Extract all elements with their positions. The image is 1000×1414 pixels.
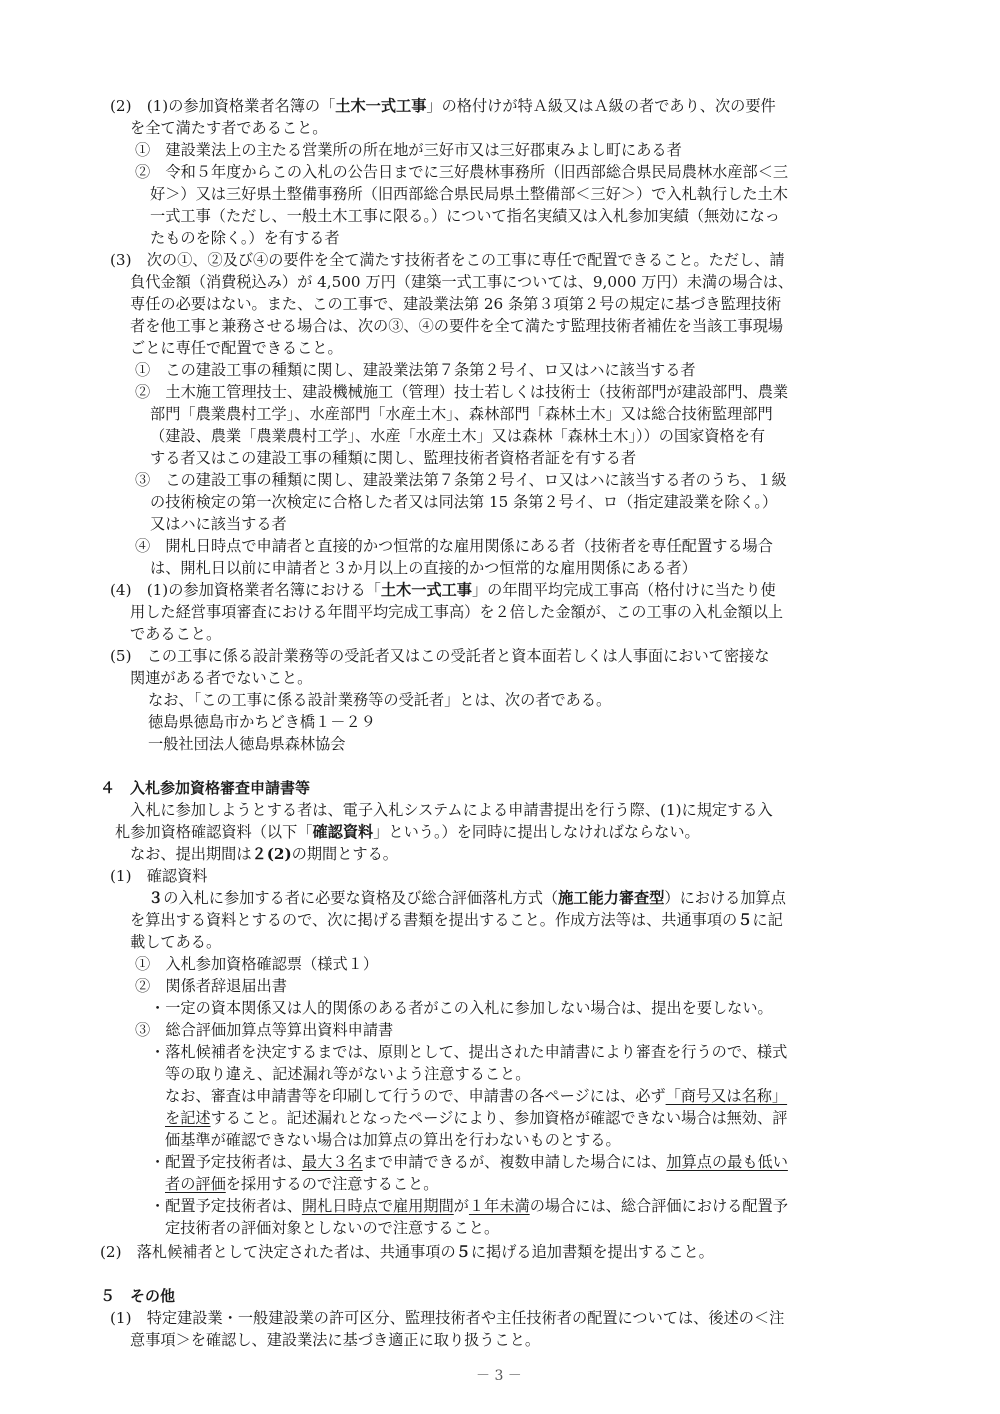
section-5-item-1-cont: 意事項＞を確認し、建設業法に基づき適正に取り扱うこと。 <box>130 1331 541 1349</box>
item-5-line-2: 関連がある者でないこと。 <box>130 669 313 687</box>
document-list-item-1: ① 入札参加資格確認票（様式１） <box>135 955 378 973</box>
bullet-3-cont: 定技術者の評価対象としないので注意すること。 <box>165 1219 500 1237</box>
bullet-3: ・配置予定技術者は、開札日時点で雇用期間が１年未満の場合には、総合評価における配置予 <box>150 1197 788 1215</box>
document-list-item-2-note: ・一定の資本関係又は人的関係のある者がこの入札に参加しない場合は、提出を要しない。 <box>150 999 773 1017</box>
section-4-item-1-text-cont: 載してある。 <box>130 933 222 951</box>
item-3-condition-2-cont: （建設、農業「農業農村工学」、水産「水産土木」又は森林「森林土木」））の国家資格を有 <box>150 427 766 445</box>
item-3-line-3: 専任の必要はない。また、この工事で、建設業法第 26 条第３項第２号の規定に基づき監理技術 <box>130 295 782 313</box>
section-4-item-1-text-cont: を算出する資料とするので、次に掲げる書類を提出すること。作成方法等は、共通事項の５に記 <box>130 911 783 929</box>
item-3-condition-2: ② 土木施工管理技士、建設機械施工（管理）技士若しくは技術士（技術部門が建設部門、農業 <box>135 383 789 401</box>
section-4-item-1-heading: (1) 確認資料 <box>110 867 208 885</box>
item-2-condition-2-cont: たものを除く。）を有する者 <box>150 229 340 247</box>
bullet-2: ・配置予定技術者は、最大３名まで申請できるが、複数申請した場合には、加算点の最も低い <box>150 1153 788 1171</box>
item-3-condition-1: ① この建設工事の種類に関し、建設業法第７条第２号イ、ロ又はハに該当する者 <box>135 361 696 379</box>
item-3-line-2: 負代金額（消費税込み）が 4,500 万円（建築一式工事については、9,000 万円）未満の場合は、 <box>130 273 794 291</box>
item-3-line-5: ごとに専任で配置できること。 <box>130 339 343 357</box>
item-5-line-1: (5) この工事に係る設計業務等の受託者又はこの受託者と資本面若しくは人事面において密接な <box>110 647 770 665</box>
bullet-1-note: なお、審査は申請書等を印刷して行うので、申請書の各ページには、必ず「商号又は名称」 <box>165 1087 788 1105</box>
item-4-line-3: であること。 <box>130 625 222 643</box>
bullet-1-note-cont: を記述すること。記述漏れとなったページにより、参加資格が確認できない場合は無効、評 <box>165 1109 788 1127</box>
section-4-heading: ４ 入札参加資格審査申請書等 <box>100 779 311 797</box>
item-3-condition-4-cont: は、開札日以前に申請者と３か月以上の直接的かつ恒常的な雇用関係にある者） <box>150 559 697 577</box>
item-2-condition-2: ② 令和５年度からこの入札の公告日までに三好農林事務所（旧西部総合県民局農林水産部＜三 <box>135 163 789 181</box>
bullet-1-cont: 等の取り違え、記述漏れ等がないよう注意すること。 <box>165 1065 531 1083</box>
item-2-line-2: を全て満たす者であること。 <box>130 119 328 137</box>
item-3-line-1: (3) 次の①、②及び④の要件を全て満たす技術者をこの工事に専任で配置できること。ただし、請 <box>110 251 785 269</box>
section-4-paragraph-1-cont: 札参加資格確認資料（以下「確認資料」という。）を同時に提出しなければならない。 <box>115 823 700 841</box>
item-3-condition-2-cont: する者又はこの建設工事の種類に関し、監理技術者資格者証を有する者 <box>150 449 636 467</box>
section-5-item-1: (1) 特定建設業・一般建設業の許可区分、監理技術者や主任技術者の配置については、後述の＜注 <box>110 1309 785 1327</box>
bullet-1-note-cont: 価基準が確認できない場合は加算点の算出を行わないものとする。 <box>165 1131 621 1149</box>
section-4-item-2: (2) 落札候補者として決定された者は、共通事項の５に掲げる追加書類を提出すること。 <box>100 1243 714 1261</box>
item-5-address: 徳島県徳島市かちどき橋１－２９ <box>148 713 376 731</box>
item-2-condition-2-cont: 好＞）又は三好県土整備事務所（旧西部総合県民局県土整備部＜三好＞）で入札執行した土木 <box>150 185 788 203</box>
section-4-paragraph-2: なお、提出期間は２(2)の期間とする。 <box>130 845 398 863</box>
bullet-1: ・落札候補者を決定するまでは、原則として、提出された申請書により審査を行うので、様式 <box>150 1043 788 1061</box>
section-4-item-1-text: ３の入札に参加する者に必要な資格及び総合評価落札方式（施工能力審査型）における加算点 <box>148 889 786 907</box>
item-5-organization: 一般社団法人徳島県森林協会 <box>148 735 346 753</box>
item-4-line-2: 用した経営事項審査における年間平均完成工事高）を２倍した金額が、この工事の入札金額以上 <box>130 603 784 621</box>
item-3-line-4: 者を他工事と兼務させる場合は、次の③、④の要件を全て満たす監理技術者補佐を当該工事現場 <box>130 317 784 335</box>
page-number: － 3 － <box>476 1368 522 1384</box>
item-5-note: なお、「この工事に係る設計業務等の受託者」とは、次の者である。 <box>148 691 612 709</box>
bullet-2-cont: 者の評価を採用するので注意すること。 <box>165 1175 439 1193</box>
item-4-line-1: (4) (1)の参加資格業者名簿における「土木一式工事」の年間平均完成工事高（格付けに当たり使 <box>110 581 776 599</box>
item-2-condition-1: ① 建設業法上の主たる営業所の所在地が三好市又は三好郡東みよし町にある者 <box>135 141 682 159</box>
item-3-condition-3: ③ この建設工事の種類に関し、建設業法第７条第２号イ、ロ又はハに該当する者のうち、１級 <box>135 471 787 489</box>
item-2-condition-2-cont: 一式工事（ただし、一般土木工事に限る。）について指名実績又は入札参加実績（無効になっ <box>150 207 780 225</box>
section-4-paragraph-1: 入札に参加しようとする者は、電子入札システムによる申請書提出を行う際、(1)に規定する入 <box>130 801 773 819</box>
section-5-heading: ５ その他 <box>100 1287 176 1305</box>
item-3-condition-3-cont: の技術検定の第一次検定に合格した者又は同法第 15 条第２号イ、ロ（指定建設業を除く。） <box>150 493 778 511</box>
document-list-item-3: ③ 総合評価加算点等算出資料申請書 <box>135 1021 394 1039</box>
item-3-condition-3-cont: 又はハに該当する者 <box>150 515 287 533</box>
item-2-line-1: (2) (1)の参加資格業者名簿の「土木一式工事」の格付けが特Ａ級又はＡ級の者であり、次の要件 <box>110 97 776 115</box>
item-3-condition-2-cont: 部門「農業農村工学」、水産部門「水産土木」、森林部門「森林土木」又は総合技術監理部門 <box>150 405 773 423</box>
item-3-condition-4: ④ 開札日時点で申請者と直接的かつ恒常的な雇用関係にある者（技術者を専任配置する場合 <box>135 537 773 555</box>
document-list-item-2: ② 関係者辞退届出書 <box>135 977 287 995</box>
